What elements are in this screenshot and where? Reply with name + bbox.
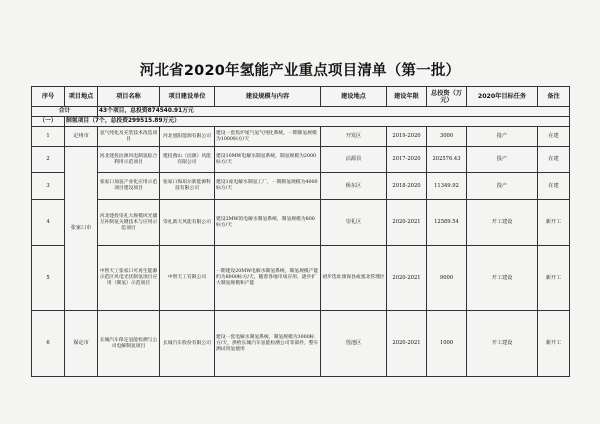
row-scale: 建设一套电解水制氢系统，制氢规模为3000标方/天，供给长城汽车氢能检测公司等部件，整车测试用氢使用	[215, 311, 321, 377]
total-label: 合计	[32, 107, 98, 117]
row-scale: 建设2MW的电解水制氢系统，制氢规模为800标方/天	[215, 200, 321, 246]
row-unit: 中智天工有限公司	[160, 246, 215, 311]
row-remark: 新开工	[538, 311, 570, 377]
row-investment: 3000	[427, 127, 467, 147]
row-name: 河北建投沽源风电制氢综合利用示范项目	[98, 147, 160, 173]
row-target: 开工建设	[467, 200, 538, 246]
row-location: 保定市	[65, 311, 98, 377]
row-name: 氢气纯化及充装技术改造项目	[98, 127, 160, 147]
table-row	[32, 173, 570, 200]
row-name: 河北建投崇礼大规模风光储互补制氢关键技术与应用示范项目	[98, 200, 160, 246]
table-row	[32, 200, 570, 246]
row-remark: 新开工	[538, 246, 570, 311]
row-site: 开发区	[321, 127, 387, 147]
row-target: 投产	[467, 147, 538, 173]
row-seq: 6	[32, 311, 65, 377]
header-seq: 序号	[32, 87, 65, 107]
row-investment: 11349.92	[427, 173, 467, 200]
row-years: 2018-2020	[387, 173, 427, 200]
header-location: 项目地点	[65, 87, 98, 107]
table-row	[32, 127, 570, 147]
section-text: 制氢项目（7个，总投资299515.89万元）	[65, 117, 570, 127]
row-unit: 张家口海珀尔新能源科技有限公司	[160, 173, 215, 200]
header-unit: 项目建设单位	[160, 87, 215, 107]
row-seq: 4	[32, 200, 65, 246]
row-seq: 2	[32, 147, 65, 173]
row-unit: 崇礼新天风能有限公司	[160, 200, 215, 246]
row-remark: 在建	[538, 127, 570, 147]
row-name: 张家口加氢产业化应用示范项目建设项目	[98, 173, 160, 200]
row-site: 初步选址康保县或塞北管理区	[321, 246, 387, 311]
row-target: 投产	[467, 127, 538, 147]
row-years: 2020-2021	[387, 200, 427, 246]
header-site: 建设地点	[321, 87, 387, 107]
row-site: 桥东区	[321, 173, 387, 200]
row-investment: 202576.43	[427, 147, 467, 173]
section-row	[32, 117, 570, 127]
row-site: 沽源县	[321, 147, 387, 173]
header-row	[32, 87, 570, 107]
row-remark: 新开工	[538, 200, 570, 246]
row-unit: 长城汽车股份有限公司	[160, 311, 215, 377]
row-target: 投产	[467, 173, 538, 200]
table-row	[32, 147, 570, 173]
row-years: 2020-2021	[387, 246, 427, 311]
row-location: 定州市	[65, 127, 98, 147]
row-investment: 9000	[427, 246, 467, 311]
header-years: 建设年限	[387, 87, 427, 107]
section-label: （一）	[32, 117, 65, 127]
row-investment: 1000	[427, 311, 467, 377]
row-seq: 5	[32, 246, 65, 311]
row-scale: 建设10MW电解水制氢系统，制氢规模为2000标方/天	[215, 147, 321, 173]
row-location: 张家口市	[65, 147, 98, 311]
header-investment: 总投资（万元）	[427, 87, 467, 107]
row-investment: 12589.54	[427, 200, 467, 246]
row-scale: 建设一套焦炉尾气氢气纯化系统，一期制氢规模为1000标方/天	[215, 127, 321, 147]
row-years: 2019-2020	[387, 127, 427, 147]
row-name: 中智天工张家口可再生能源示范区风电光伏制氢项目应用（制氢）示范项目	[98, 246, 160, 311]
total-row	[32, 107, 570, 117]
row-site: 崇礼区	[321, 200, 387, 246]
row-name: 长城汽车保定氢能检测与公司电解制氢项目	[98, 311, 160, 377]
total-text: 43个项目，总投资874540.91万元	[98, 107, 570, 117]
row-years: 2020-2021	[387, 311, 427, 377]
row-remark: 在建	[538, 173, 570, 200]
row-target: 开工建设	[467, 246, 538, 311]
row-target: 开工建设	[467, 311, 538, 377]
row-scale: 建设1座电解水制氢工厂，一期制氢规模为4000标方/天	[215, 173, 321, 200]
row-seq: 3	[32, 173, 65, 200]
table-row	[32, 246, 570, 311]
document-title: 河北省2020年氢能产业重点项目清单（第一批）	[139, 63, 461, 79]
row-seq: 1	[32, 127, 65, 147]
header-scale: 建设规模与内容	[215, 87, 321, 107]
row-years: 2017-2020	[387, 147, 427, 173]
row-scale: 一期建设20MW电解水制氢系统，制氢规模产能约为8000标方/天，随着各地市场应用，逐步扩大制氢规模和产能	[215, 246, 321, 311]
header-name: 项目名称	[98, 87, 160, 107]
row-unit: 建投燕山（沽源）风能有限公司	[160, 147, 215, 173]
project-table	[31, 86, 570, 377]
row-remark: 在建	[538, 147, 570, 173]
table-row	[32, 311, 570, 377]
row-unit: 河北旭阳能源有限公司	[160, 127, 215, 147]
row-site: 莲池区	[321, 311, 387, 377]
header-remark: 备注	[538, 87, 570, 107]
header-target: 2020年目标任务	[467, 87, 538, 107]
